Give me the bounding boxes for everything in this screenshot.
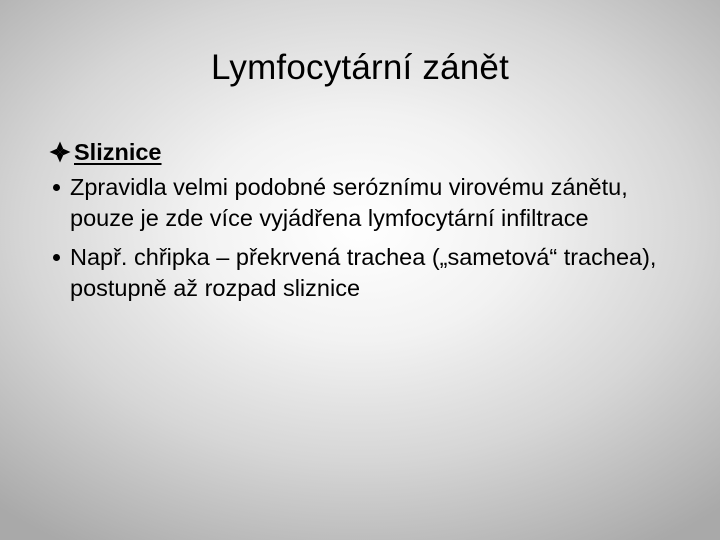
bullet-text: Např. chřipka – překrvená trachea („sametová“ trachea), postupně až rozpad sliznice — [70, 244, 657, 301]
bullet-item — [48, 242, 688, 303]
section-heading — [48, 134, 688, 170]
diamond-bullet-icon — [48, 140, 72, 164]
slide-body — [48, 134, 688, 303]
round-bullet-icon — [53, 184, 60, 191]
bullet-text: Zpravidla velmi podobné seróznímu virovému zánětu, pouze je zde více vyjádřena lymfocytární infiltrace — [70, 174, 628, 231]
round-bullet-icon — [53, 254, 60, 261]
slide-title: Lymfocytární zánět — [211, 48, 509, 87]
bullet-item — [48, 172, 688, 233]
bullet-list — [48, 172, 688, 303]
section-heading-label: Sliznice — [74, 138, 162, 165]
